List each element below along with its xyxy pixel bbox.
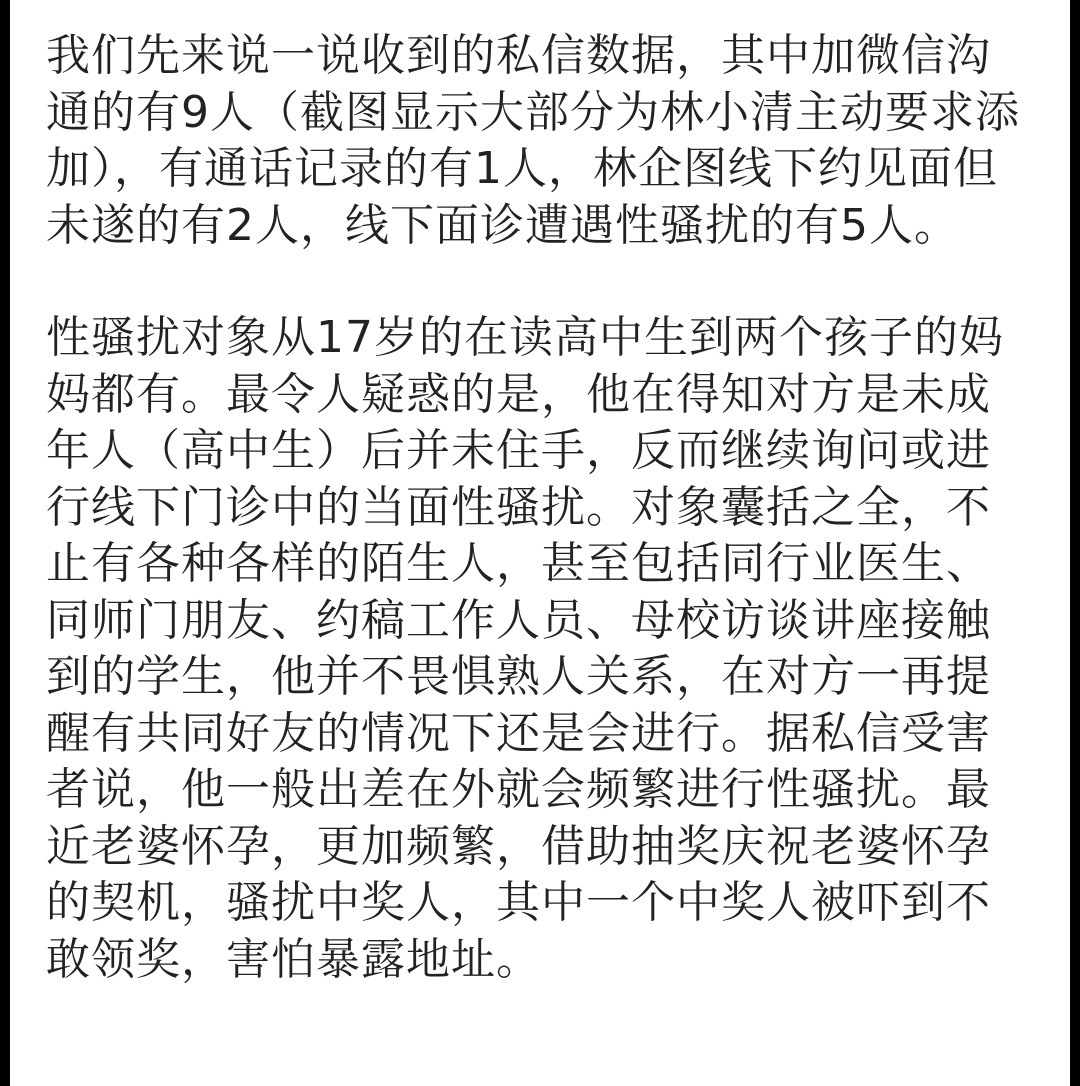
paragraph-private-message-stats: 我们先来说一说收到的私信数据，其中加微信沟通的有9人（截图显示大部分为林小清主动要求添加），有通话记录的有1人，林企图线下约见面但未遂的有2人，线下面诊遭遇性骚扰的有5人。 <box>46 30 1020 251</box>
document-page <box>10 0 1070 1086</box>
paragraph-harassment-targets: 性骚扰对象从17岁的在读高中生到两个孩子的妈妈都有。最令人疑惑的是，他在得知对方是未成年人（高中生）后并未住手，反而继续询问或进行线下门诊中的当面性骚扰。对象囊括之全，不止有各种各样的陌生人，甚至包括同行业医生、同师门朋友、约稿工作人员、母校访谈讲座接触到的学生，他并不畏惧熟人关系，在对方一再提醒有共同好友的情况下还是会进行。据私信受害者说，他一般出差在外就会频繁进行性骚扰。最近老婆怀孕，更加频繁，借助抽奖庆祝老婆怀孕的契机，骚扰中奖人，其中一个中奖人被吓到不敢领奖，害怕暴露地址。 <box>46 312 1004 985</box>
